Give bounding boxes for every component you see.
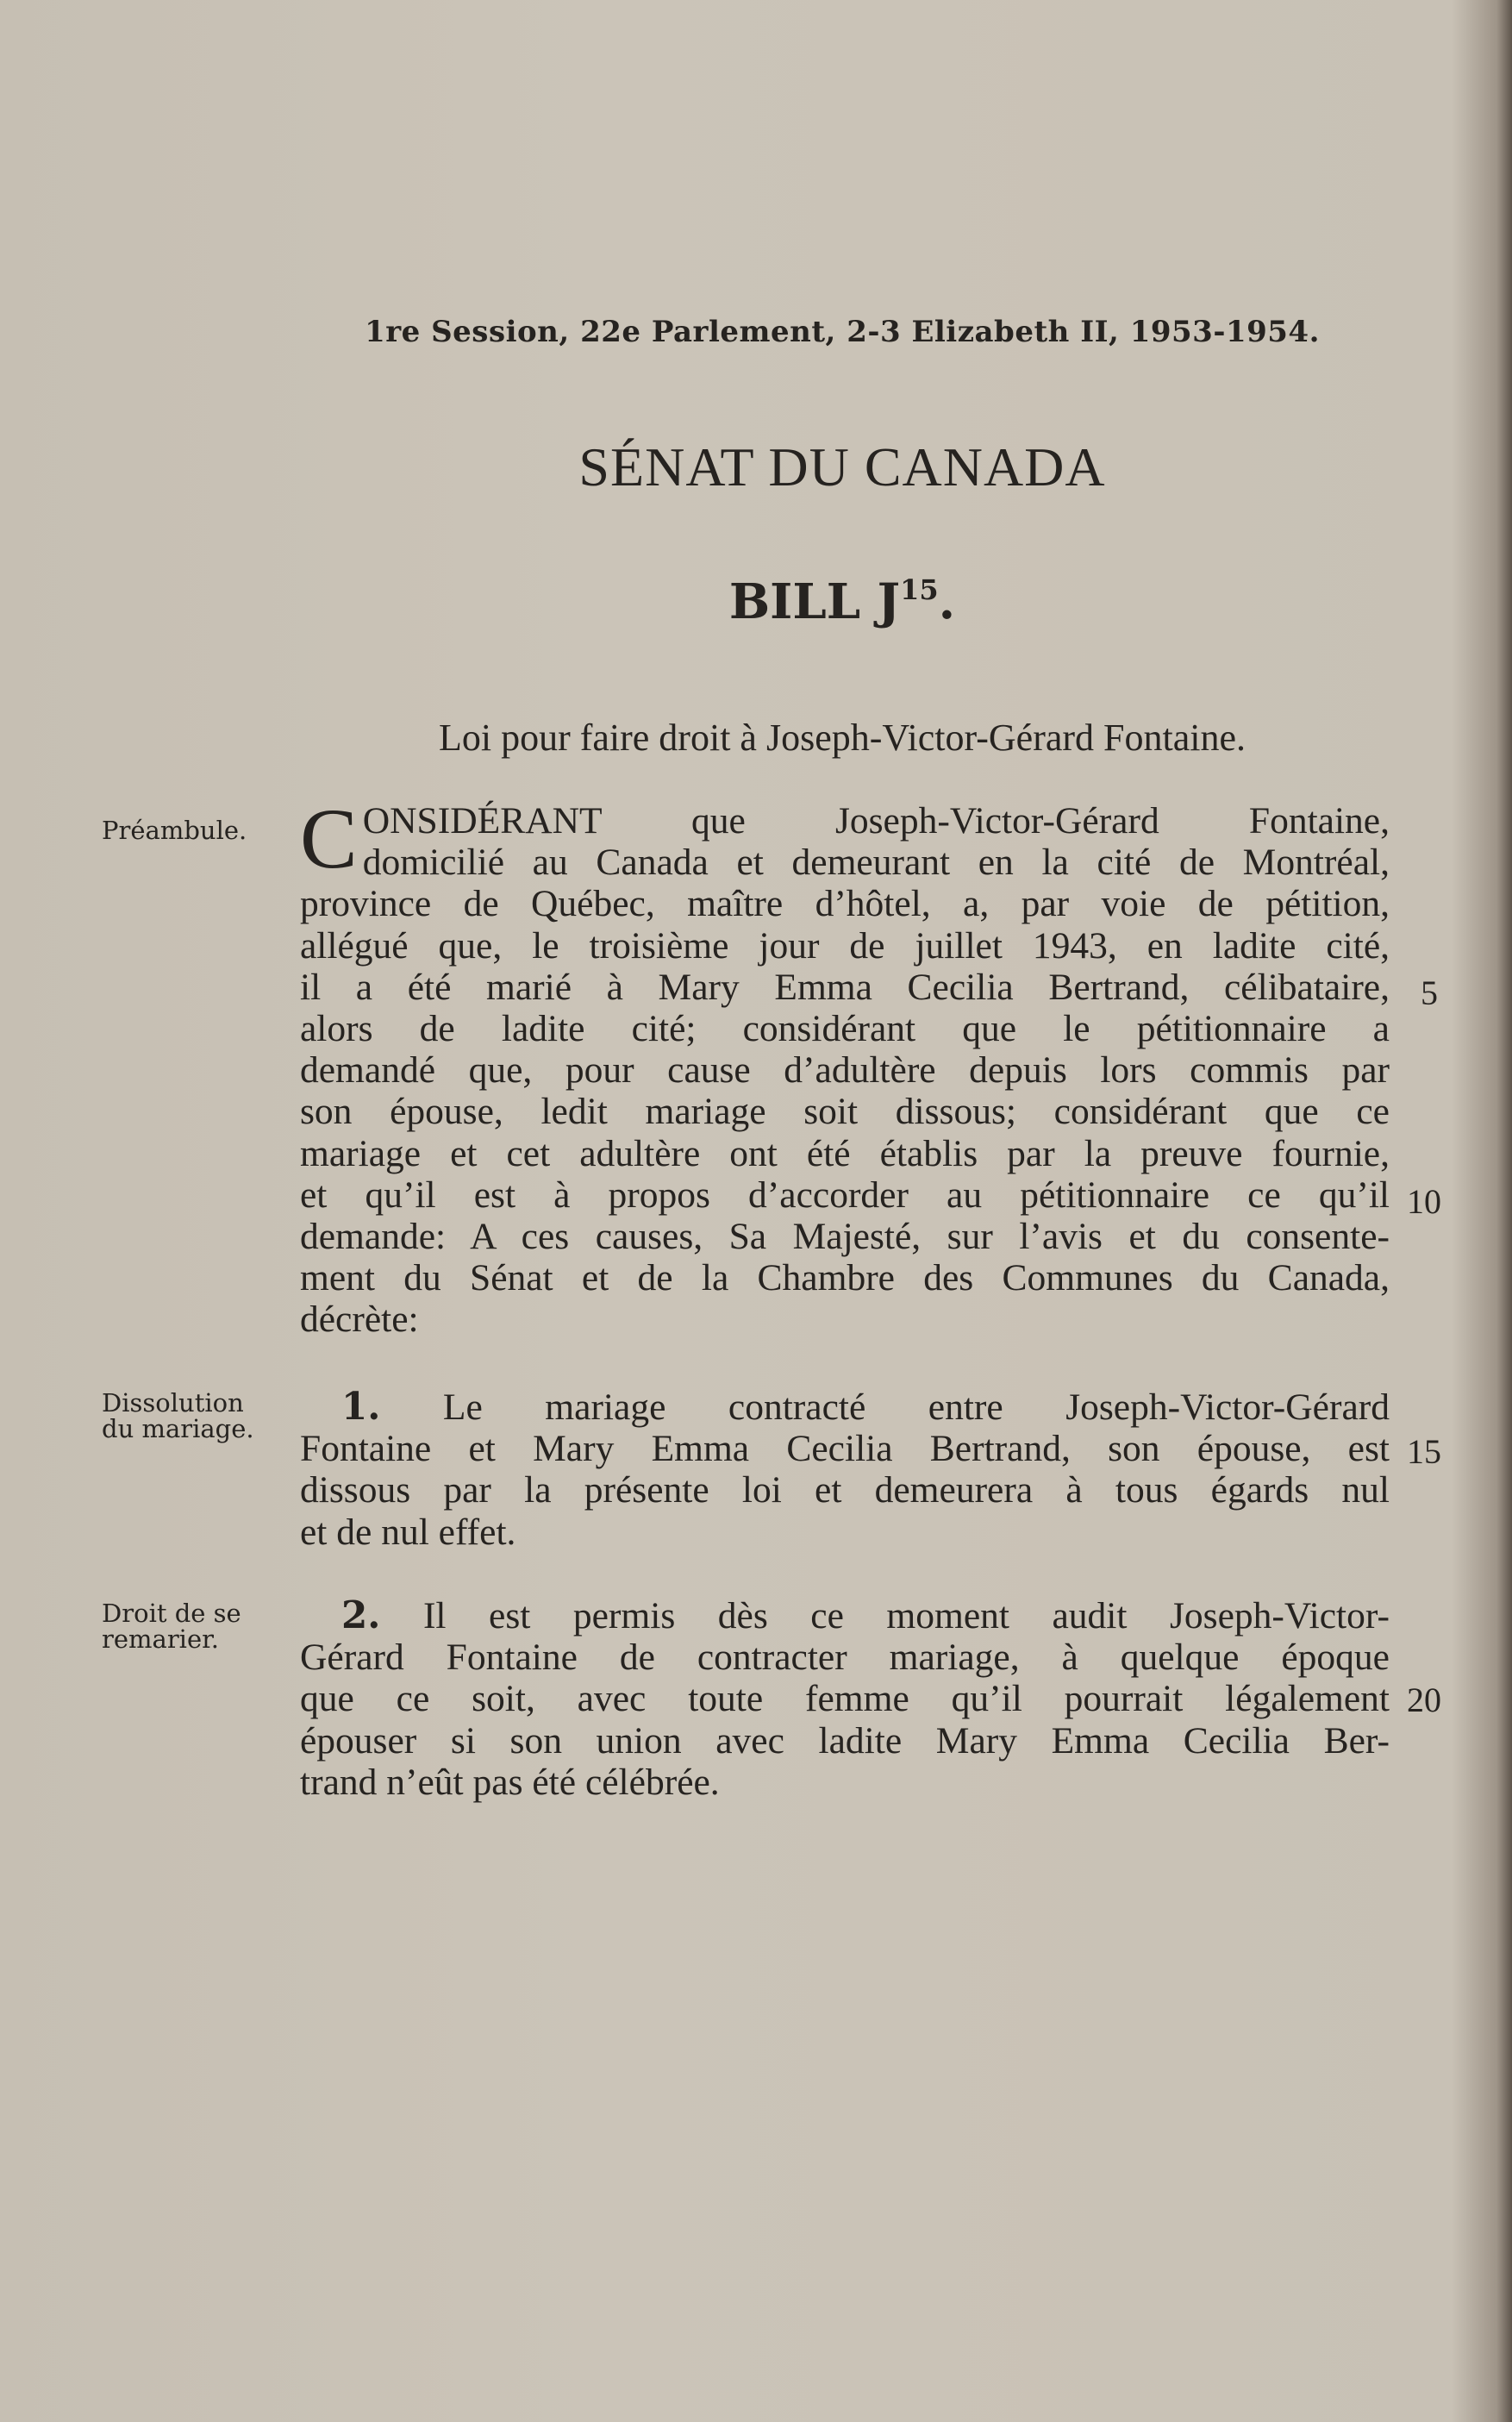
preamble-line-9: mariage et cet adultère ont été établis par la preuve fournie, <box>300 1132 1390 1174</box>
dropcap-letter: C <box>300 791 358 886</box>
section-2-paragraph <box>300 1595 1390 1803</box>
section-1-line-3: dissous par la présente loi et demeurera à tous égards nul <box>300 1469 1390 1511</box>
preamble-paragraph <box>300 791 1390 1341</box>
bill-label: BILL J <box>728 573 901 630</box>
preamble-line-8: son épouse, ledit mariage soit dissous; considérant que ce <box>300 1091 1390 1133</box>
preamble-line-4: allégué que, le troisième jour de juillet 1943, en ladite cité, <box>300 924 1390 967</box>
preamble-line-6: alors de ladite cité; considérant que le pétitionnaire a <box>300 1008 1390 1050</box>
chamber-title: SÉNAT DU CANADA <box>578 436 1106 498</box>
section-2-line-4: épouser si son union avec ladite Mary Emma Cecilia Ber- <box>300 1719 1390 1762</box>
preamble-line-12: ment du Sénat et de la Chambre des Communes du Canada, <box>300 1257 1390 1299</box>
section-1-line-1-text: Le mariage contracté entre Joseph-Victor-Gérard <box>442 1386 1390 1428</box>
section-2-line-5: trand n’eût pas été célébrée. <box>300 1761 720 1803</box>
margin-note-remarriage-line-2: remarier. <box>102 1624 220 1654</box>
preamble-line-10: et qu’il est à propos d’accorder au pétitionnaire ce qu’il <box>300 1173 1390 1216</box>
section-2-number: 2. <box>341 1593 381 1637</box>
preamble-line-3: province de Québec, maître d’hôtel, a, par voie de pétition, <box>300 883 1390 925</box>
section-2-line-3: que ce soit, avec toute femme qu’il pourrait légalement <box>300 1678 1390 1720</box>
section-1-line-1 <box>300 1386 1390 1428</box>
preamble-line-2: domicilié au Canada et demeurant en la cité de Montréal, <box>362 842 1390 884</box>
preamble-line-1: ONSIDÉRANT que Joseph-Victor-Gérard Fontaine, <box>362 800 1390 842</box>
margin-note-preamble: Préambule. <box>102 816 247 845</box>
margin-note-dissolution <box>102 1390 274 1442</box>
bill-title <box>0 573 1512 630</box>
act-title: Loi pour faire droit à Joseph-Victor-Gérard Fontaine. <box>438 717 1246 759</box>
margin-note-dissolution-line-2: du mariage. <box>102 1414 254 1443</box>
section-2-line-1-text: Il est permis dès ce moment audit Joseph-Victor- <box>422 1595 1390 1637</box>
section-1-paragraph <box>300 1386 1390 1553</box>
preamble-line-13: décrète: <box>300 1299 419 1341</box>
session-header: 1re Session, 22e Parlement, 2-3 Elizabeth II, 1953-1954. <box>365 315 1320 349</box>
section-2-line-1 <box>300 1595 1390 1637</box>
margin-note-remarriage-line-1: Droit de se <box>102 1599 241 1628</box>
preamble-line-5: il a été marié à Mary Emma Cecilia Bertrand, célibataire, <box>300 966 1390 1008</box>
preamble-line-11: demande: A ces causes, Sa Majesté, sur l’avis et du consente- <box>300 1216 1390 1258</box>
bill-number: 15 <box>900 573 939 606</box>
line-number-5: 5 <box>1421 973 1438 1012</box>
margin-note-dissolution-line-1: Dissolution <box>102 1388 244 1418</box>
bill-period: . <box>938 573 956 630</box>
line-number-20: 20 <box>1407 1680 1441 1719</box>
section-2-line-2: Gérard Fontaine de contracter mariage, à quelque époque <box>300 1637 1390 1679</box>
line-number-15: 15 <box>1407 1432 1441 1471</box>
section-1-line-2: Fontaine et Mary Emma Cecilia Bertrand, son épouse, est <box>300 1428 1390 1470</box>
preamble-line-7: demandé que, pour cause d’adultère depuis lors commis par <box>300 1049 1390 1092</box>
margin-note-remarriage <box>102 1600 274 1652</box>
section-1-number: 1. <box>341 1385 381 1429</box>
line-number-10: 10 <box>1407 1182 1441 1221</box>
section-1-line-4: et de nul effet. <box>300 1511 516 1553</box>
